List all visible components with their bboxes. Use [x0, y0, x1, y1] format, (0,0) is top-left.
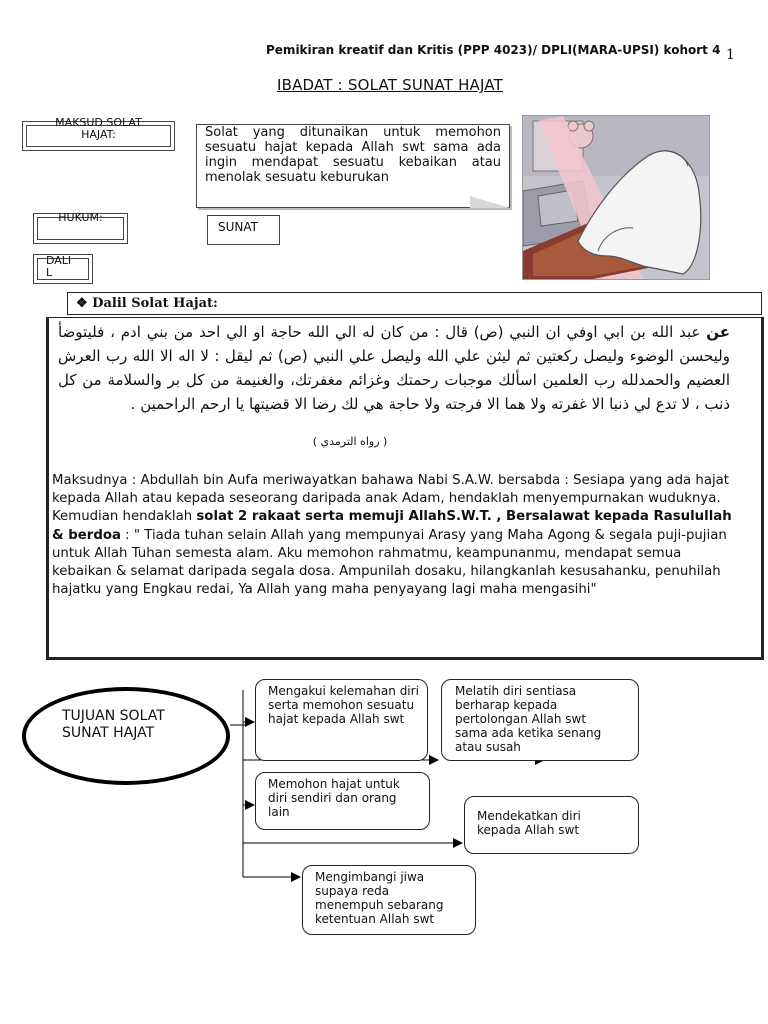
label-hukum-text: HUKUM: [58, 211, 103, 224]
tujuan-center-label: TUJUAN SOLAT SUNAT HAJAT [62, 708, 165, 741]
page-number: 1 [726, 47, 735, 63]
label-maksud-text: MAKSUD SOLAT HAJAT: [55, 116, 142, 141]
tujuan-item-4 [464, 796, 639, 854]
tujuan-item-3 [255, 772, 430, 830]
tujuan-item-5-text: Mengimbangi jiwa supaya reda menempuh sebarang ketentuan Allah swt [315, 870, 444, 926]
tujuan-item-2-text: Melatih diri sentiasa berharap kepada pertolongan Allah swt sama ada ketika senang atau susah [455, 684, 602, 754]
translation-part-1: Maksudnya : Abdullah bin Aufa meriwayatkan bahawa Nabi S.A.W. bersabda : Sesiapa yang ada hajat kepada Allah atau kepada seseorang daripada anak Adam, hendaklah menyempurnakan wuduknya. Kemudian hendaklah [52, 473, 730, 525]
hukum-value: SUNAT [218, 220, 258, 234]
tujuan-item-2 [441, 679, 639, 761]
translation-part-2: : " Tiada tuhan selain Allah yang mempunyai Arasy yang Maha Agong & segala puji-pujian untuk Allah Tuhan semesta alam. Aku memohon rahmatmu, keampunanmu, mendapat semua kebaikan & selamat daripada segala dosa. Ampunilah dosaku, hilangkanlah kesusahanku, penuhilah hajatku yang Engkau redai, Ya Allah yang maha penyayang lagi maha mengasihi" [52, 527, 727, 598]
translation-bold: solat 2 rakaat serta memuji AllahS.W.T. , Bersalawat kepada Rasulullah & berdoa [52, 509, 732, 543]
tujuan-item-3-text: Memohon hajat untuk diri sendiri dan orang lain [268, 777, 400, 819]
hadith-narrator: ( رواه الترمدي ) [312, 435, 388, 448]
tujuan-item-1 [255, 679, 428, 761]
tujuan-item-4-text: Mendekatkan diri kepada Allah swt [477, 809, 581, 837]
tujuan-item-5 [302, 865, 476, 935]
label-dalil-text: DALI L [46, 254, 72, 279]
page-title: IBADAT : SOLAT SUNAT HAJAT [276, 76, 504, 94]
hadith-arabic-lead: عن [706, 323, 730, 341]
definition-text: Solat yang ditunaikan untuk memohon sesuatu hajat kepada Allah swt sama ada ingin mendapat sesuatu kebaikan atau menolak sesuatu keburukan [205, 125, 501, 185]
page-header: Pemikiran kreatif dan Kritis (PPP 4023)/ DPLI(MARA-UPSI) kohort 4 [266, 43, 721, 57]
tujuan-item-1-text: Mengakui kelemahan diri serta memohon sesuatu hajat kepada Allah swt [268, 684, 419, 726]
dalil-heading: ❖ Dalil Solat Hajat: [67, 292, 762, 315]
hadith-arabic-body: عبد الله بن ابي اوفي ان النبي (ص) قال : من كان له الي الله حاجة او الي احد من بني ادم ، فليتوضأ وليحسن الوضوء وليصل ركعتين ثم ليثن علي الله وليصل علي النبي (ص) ثم ليقل : لا اله الا الله رب العرش العضيم والحمدلله رب العلمين اسألك موجبات رحمتك وغزائم مغفرتك، والغنيمة من كل بر والسلامة من كل ذنب ، لا تدع لي ذنبا الا غفرته ولا هما الا فرجته ولا حاجة هي لك رضا الا قضيتها يا ارحم الراحمين . [58, 323, 730, 413]
